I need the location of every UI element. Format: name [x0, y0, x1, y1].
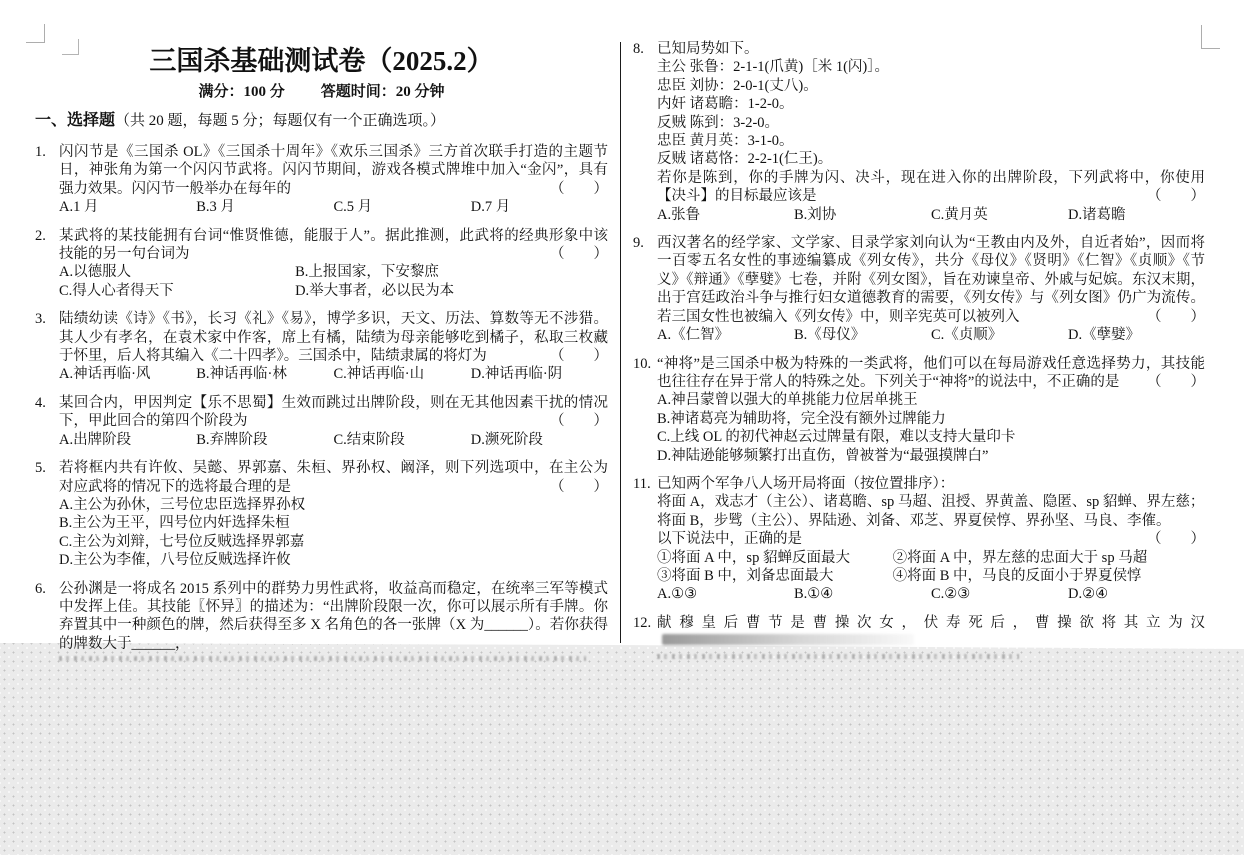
- faded-text-remnant: [662, 634, 914, 645]
- option-item: A.1 月: [59, 199, 99, 216]
- question-right-4: [633, 614, 1205, 659]
- exam-total-score: 满分：100 分: [198, 84, 285, 100]
- answer-bracket: （ ）: [1141, 308, 1205, 326]
- question-right-1: [633, 234, 1205, 344]
- section-heading-rest: （共 20 题，每题 5 分；每题仅有一个正确选项。）: [115, 113, 446, 129]
- option-item: A.《仁智》: [657, 327, 730, 344]
- question-number: 10.: [633, 355, 652, 372]
- option-item: C.5 月: [333, 199, 373, 216]
- question-stem: 陆绩幼读《诗》《书》，长习《礼》《易》，博学多识，天文、历法、算数等无不涉猎。其人少有孝名，在袁术家中作客，席上有橘，陆绩为母亲能够吃到橘子，私取三枚藏于怀里，后人将其编入《二十四孝》。三国杀中，陆绩隶属的将灯为 （ ）: [59, 311, 608, 365]
- question-stem-line: 已知局势如下。: [657, 41, 759, 57]
- option-item: D.诸葛瞻: [1068, 206, 1126, 223]
- option-item: ①将面 A 中，sp 貂蝉反面最大: [657, 549, 850, 566]
- question-stem-line: 忠臣 黄月英：3-1-0。: [657, 133, 794, 150]
- option-item: B.3 月: [196, 199, 235, 216]
- question-number: 2.: [35, 227, 46, 244]
- question-left-4: [35, 459, 608, 569]
- question-right-0: [633, 40, 1205, 224]
- question-stem-line: 将面 B，步骘（主公）、界陆逊、刘备、邓芝、界夏侯惇、界孙坚、马良、李傕。: [657, 512, 1171, 529]
- left-column: [35, 44, 608, 671]
- question-body: [59, 459, 608, 569]
- answer-bracket: （ ）: [1141, 187, 1205, 205]
- question-left-1: [35, 227, 608, 301]
- crop-mark-top-left-outer-icon: [26, 24, 45, 43]
- question-body: [657, 234, 1205, 344]
- question-list-left: [35, 143, 608, 661]
- option-row: [59, 431, 608, 449]
- question-stem: 某回合内，甲因判定【乐不思蜀】生效而跳过出牌阶段，则在无其他因素干扰的情况下，甲此回合的第四个阶段为 （ ）: [59, 394, 608, 430]
- answer-bracket: （ ）: [1141, 373, 1205, 391]
- answer-bracket: （ ）: [544, 478, 608, 496]
- answer-bracket: （ ）: [544, 412, 608, 430]
- question-left-0: [35, 143, 608, 217]
- question-number: 11.: [633, 475, 651, 492]
- question-stem: 西汉著名的经学家、文学家、目录学家刘向认为“王教由内及外，自近者始”，因而将一百零五名女性的事迹编纂成《列女传》，共分《母仪》《贤明》《仁智》《贞顺》《节义》《辩通》《孽嬖》七卷，并附《列女图》，旨在劝谏皇帝、外戚与妃嫔。东汉末期，出于宫廷政治斗争与推行妇女道德教育的需要，《列女传》与《列女图》仍广为流传。若三国女性也被编入《列女传》中，则辛宪英可以被列入 （ ）: [657, 235, 1205, 325]
- option-row: [59, 198, 608, 216]
- question-number: 4.: [35, 394, 46, 411]
- question-number: 5.: [35, 460, 46, 477]
- right-column: [633, 40, 1205, 669]
- question-stem: “神将”是三国杀中极为特殊的一类武将，他们可以在每局游戏任意选择势力，其技能也往往存在异于常人的特殊之处。下列关于“神将”的说法中，不正确的是 （ ）: [657, 355, 1205, 390]
- option-item: A.以德服人: [59, 264, 132, 281]
- question-stem-line: 反贼 诸葛恪：2-2-1(仁王)。: [657, 151, 833, 168]
- option-item: B.《母仪》: [794, 327, 866, 344]
- option-row: [657, 585, 1205, 603]
- section-heading-lead: 一、选择题: [35, 112, 116, 129]
- option-item: B.①④: [794, 586, 834, 603]
- option-item: D.举大事者，必以民为本: [295, 282, 455, 299]
- option-item: B.主公为王平，四号位内奸选择朱桓: [59, 515, 290, 532]
- question-number: 8.: [633, 41, 644, 57]
- question-left-3: [35, 394, 608, 449]
- answer-bracket: （ ）: [544, 347, 608, 365]
- column-divider: [620, 42, 621, 643]
- option-item: C.②③: [931, 586, 971, 603]
- question-number: 1.: [35, 144, 46, 160]
- question-body: [59, 394, 608, 449]
- question-body: [657, 40, 1205, 224]
- page-title: 三国杀基础测试卷（2025.2）: [149, 46, 494, 76]
- cut-off-line-remnant: [657, 654, 1019, 659]
- answer-bracket: （ ）: [544, 245, 608, 263]
- question-body: [657, 475, 1205, 604]
- option-item: D.②④: [1068, 586, 1109, 603]
- option-item: D.濒死阶段: [470, 431, 543, 448]
- option-item: C.黄月英: [931, 206, 988, 223]
- question-body: [657, 614, 1205, 659]
- option-item: C.主公为刘辩，七号位反贼选择界郭嘉: [59, 533, 305, 550]
- question-body: [59, 310, 608, 384]
- question-stem: 某武将的某技能拥有台词“惟贤惟德，能服于人”。据此推测，此武将的经典形象中该技能的另一句台词为 （ ）: [59, 227, 608, 263]
- option-item: D.神话再临·阴: [470, 366, 563, 383]
- exam-time-limit: 答题时间：20 分钟: [320, 84, 445, 100]
- question-stem-line: 主公 张鲁：2-1-1(爪黄)［米 1(闪)］。: [657, 59, 889, 76]
- option-row: [59, 365, 608, 383]
- question-number: 9.: [633, 235, 644, 252]
- option-row: [59, 496, 608, 570]
- option-item: A.神话再临·风: [59, 366, 151, 383]
- question-stem: 若将框内共有许攸、吴懿、界郭嘉、朱桓、界孙权、阚泽，则下列选项中，在主公为对应武将的情况下的选将最合理的是 （ ）: [59, 460, 608, 495]
- question-body: [59, 580, 608, 662]
- option-item: ②将面 A 中，界左慈的忠面大于 sp 马超: [892, 549, 1148, 566]
- option-item: B.弃牌阶段: [196, 431, 268, 448]
- exam-meta: [35, 83, 608, 102]
- question-stem-line: 已知两个军争八人场开局将面（按位置排序）：: [657, 475, 955, 492]
- question-body: [59, 143, 608, 217]
- question-stem-line: 将面 A，戏志才（主公）、诸葛瞻、sp 马超、沮授、界黄盖、隐匿、sp 貂蝉、界左慈；: [657, 494, 1205, 511]
- option-item: C.神话再临·山: [333, 366, 425, 383]
- option-item: D.《孽嬖》: [1068, 327, 1141, 344]
- option-row: [657, 206, 1205, 224]
- question-number: 3.: [35, 311, 46, 328]
- option-row: [657, 391, 1205, 465]
- option-item: C.《贞顺》: [931, 327, 1003, 344]
- question-right-3: [633, 475, 1205, 604]
- option-item: B.刘协: [794, 206, 837, 223]
- question-number: 6.: [35, 580, 46, 597]
- question-stem-line: 反贼 陈到：3-2-0。: [657, 114, 780, 131]
- option-item: C.得人心者得天下: [59, 282, 174, 299]
- option-item: A.神吕蒙曾以强大的单挑能力位居单挑王: [657, 392, 918, 409]
- option-item: A.张鲁: [657, 206, 701, 223]
- option-item: D.神陆逊能够频繁打出直伤，曾被誉为“最强摸牌白”: [657, 447, 989, 464]
- question-stem: 若你是陈到，你的手牌为闪、决斗，现在进入你的出牌阶段，下列武将中，你使用【决斗】的目标最应该是 （ ）: [657, 169, 1205, 205]
- option-item: C.结束阶段: [333, 431, 405, 448]
- answer-bracket: （ ）: [1141, 530, 1205, 548]
- option-item: A.主公为孙休，三号位忠臣选择界孙权: [59, 496, 306, 513]
- question-body: [657, 355, 1205, 465]
- question-right-2: [633, 355, 1205, 465]
- question-stem: 公孙渊是一将成名 2015 系列中的群势力男性武将，收益高而稳定，在统率三军等模式中发挥上佳。其技能〖怀异〗的描述为：“出牌阶段限一次，你可以展示所有手牌。你弃置其中一种颜色的牌，然后获得至多 X 名角色的各一张牌（X 为______）。若你获得的牌数大于______，: [59, 580, 608, 652]
- option-item: ④将面 B 中，马良的反面小于界夏侯惇: [892, 567, 1142, 584]
- option-item: C.上线 OL 的初代神赵云过牌量有限，难以支持大量印卡: [657, 429, 1016, 446]
- question-stem: 献穆皇后曹节是曹操次女，伏寿死后，曹操欲将其立为汉: [657, 614, 1205, 651]
- option-item: A.①③: [657, 586, 698, 603]
- option-row: [657, 549, 1205, 586]
- question-left-2: [35, 310, 608, 384]
- option-item: B.神话再临·林: [196, 366, 287, 383]
- question-list-right: [633, 40, 1205, 659]
- question-body: [59, 227, 608, 301]
- question-stem-line: 忠臣 刘协：2-0-1(丈八)。: [657, 77, 818, 94]
- cut-off-line-remnant: [59, 656, 586, 661]
- option-row: [59, 263, 608, 300]
- section-heading: [35, 111, 608, 131]
- question-stem: 以下说法中，正确的是 （ ）: [657, 531, 1205, 548]
- option-item: B.神诸葛亮为辅助将，完全没有额外过牌能力: [657, 410, 946, 427]
- question-stem: 闪闪节是《三国杀 OL》《三国杀十周年》《欢乐三国杀》三方首次联手打造的主题节日，神张角为第一个闪闪节武将。闪闪节期间，游戏各模式牌堆中加入“金闪”，具有强力效果。闪闪节一般举办在每年的 （ ）: [59, 144, 608, 197]
- answer-bracket: （ ）: [544, 180, 608, 198]
- option-row: [657, 326, 1205, 344]
- option-item: B.上报国家，下安黎庶: [295, 264, 439, 281]
- option-item: D.主公为李傕，八号位反贼选择许攸: [59, 552, 291, 569]
- option-item: A.出牌阶段: [59, 431, 132, 448]
- option-item: D.7 月: [470, 199, 511, 216]
- question-stem-line: 内奸 诸葛瞻：1-2-0。: [657, 96, 794, 113]
- question-number: 12.: [633, 614, 652, 631]
- question-left-5: [35, 580, 608, 662]
- option-item: ③将面 B 中，刘备忠面最大: [657, 567, 834, 584]
